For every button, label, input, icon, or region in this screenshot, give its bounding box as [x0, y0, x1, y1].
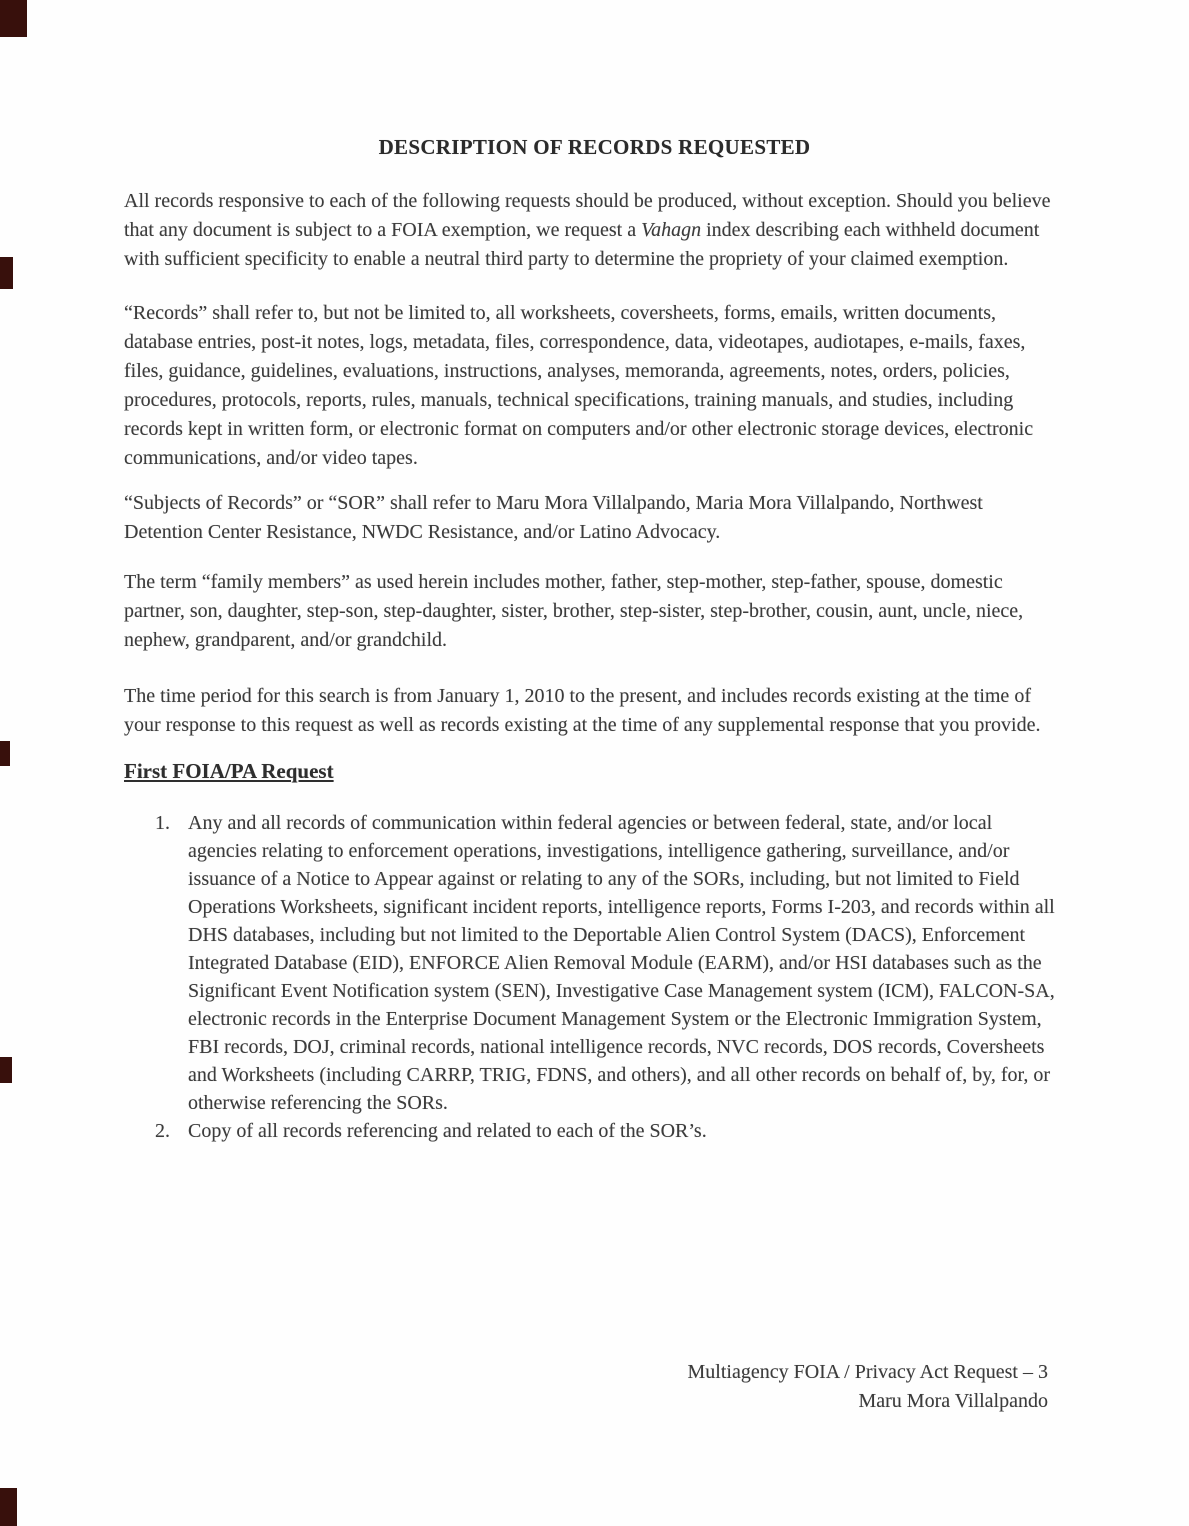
- list-item-text: Any and all records of communication within federal agencies or between federal, state, and/or local agencies relating to enforcement operations, investigations, intelligence gathering, surveillance, and/or issuance of a Notice to Appear against or relating to any of the SORs, including, but not limited to Field Operations Worksheets, significant incident reports, intelligence reports, Forms I-203, and records within all DHS databases, including but not limited to the Deportable Alien Control System (DACS), Enforcement Integrated Database (EID), ENFORCE Alien Removal Module (EARM), and/or HSI databases such as the Significant Event Notification system (SEN), Investigative Case Management system (ICM), FALCON-SA, electronic records in the Enterprise Document Management System or the Electronic Immigration System, FBI records, DOJ, criminal records, national intelligence records, NVC records, DOS records, Coversheets and Worksheets (including CARRP, TRIG, FDNS, and others), and all other records on behalf of, by, for, or otherwise referencing the SORs.: [188, 812, 1055, 1114]
- list-item-number: 2.: [155, 1120, 170, 1142]
- intro-italic-term: Vahagn: [641, 219, 702, 241]
- page-footer: [687, 1358, 1048, 1416]
- scan-artifact-left-edge-3: [0, 1057, 12, 1083]
- footer-request-label: Multiagency FOIA / Privacy Act Request – 3: [687, 1361, 1048, 1383]
- footer-requester-name: Maru Mora Villalpando: [858, 1390, 1048, 1412]
- request-list: [124, 809, 1065, 1145]
- scan-artifact-left-edge-1: [0, 257, 13, 289]
- paragraph-family-members-definition: The term “family members” as used herein includes mother, father, step-mother, step-father, spouse, domestic partner, son, daughter, step-son, step-daughter, sister, brother, step-sister, step-brother, cousin, aunt, uncle, niece, nephew, grandparent, and/or grandchild.: [124, 571, 1024, 651]
- list-item-number: 1.: [155, 812, 170, 834]
- page-title: DESCRIPTION OF RECORDS REQUESTED: [378, 135, 811, 159]
- scan-artifact-left-edge-2: [0, 741, 10, 766]
- paragraph-sor-definition: “Subjects of Records” or “SOR” shall refer to Maru Mora Villalpando, Maria Mora Villalpando, Northwest Detention Center Resistance, NWDC Resistance, and/or Latino Advocacy.: [124, 492, 983, 543]
- scan-artifact-top-left: [0, 0, 27, 37]
- section-heading-first-foia-pa-request: First FOIA/PA Request: [124, 759, 334, 783]
- list-item: [124, 1117, 1065, 1145]
- scan-artifact-bottom-left: [0, 1488, 17, 1526]
- intro-text-before: All records responsive to each of the following requests should be produced, without exception. Should you believe that any document is subject to a FOIA exemption, we request a: [124, 190, 1051, 241]
- document-body: [124, 0, 1065, 1145]
- intro-text-after: index describing each withheld document with sufficient specificity to enable a neutral third party to determine the propriety of your claimed exemption.: [124, 219, 1040, 270]
- paragraph-records-definition: “Records” shall refer to, but not be limited to, all worksheets, coversheets, forms, emails, written documents, database entries, post-it notes, logs, metadata, files, correspondence, data, videotapes, audiotapes, e-mails, faxes, files, guidance, guidelines, evaluations, instructions, analyses, memoranda, agreements, notes, orders, policies, procedures, protocols, reports, rules, manuals, technical specifications, training manuals, and studies, including records kept in written form, or electronic format on computers and/or other electronic storage devices, electronic communications, and/or video tapes.: [124, 302, 1034, 469]
- list-item: [124, 809, 1065, 1117]
- list-item-text: Copy of all records referencing and related to each of the SOR’s.: [188, 1120, 707, 1142]
- paragraph-intro: [124, 187, 1065, 274]
- paragraph-time-period: The time period for this search is from January 1, 2010 to the present, and includes records existing at the time of your response to this request as well as records existing at the time of any supplemental response that you provide.: [124, 685, 1041, 736]
